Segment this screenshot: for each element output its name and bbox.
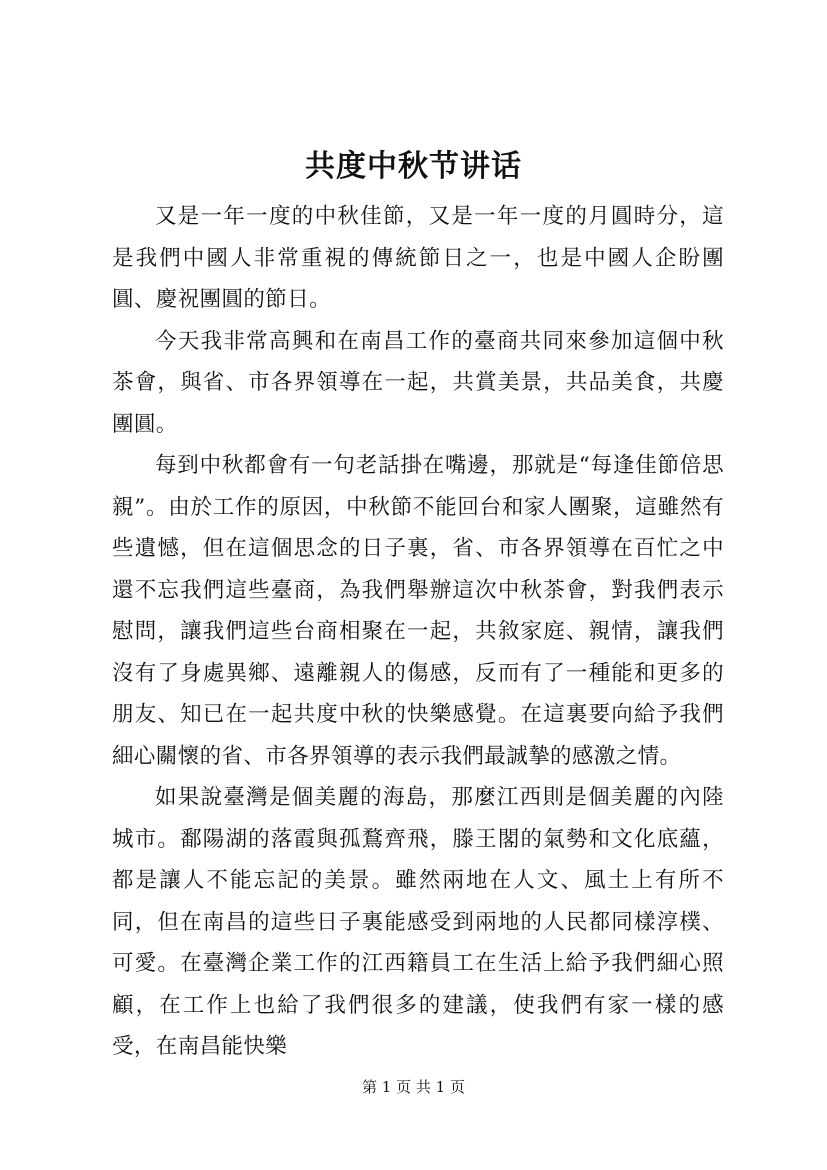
page-number-footer: 第 1 页 共 1 页 [362,1078,465,1096]
paragraph-1: 又是一年一度的中秋佳節，又是一年一度的月圓時分，這是我們中國人非常重視的傳統節日之一，也是中國人企盼團圓、慶祝團圓的節日。 [112,204,724,312]
paragraph-2: 今天我非常高興和在南昌工作的臺商共同來參加這個中秋茶會，與省、市各界領導在一起，共賞美景，共品美食，共慶團圓。 [112,328,724,437]
paragraph-4: 如果說臺灣是個美麗的海島，那麼江西則是個美麗的內陸城市。鄱陽湖的落霞與孤鶩齊飛，滕王閣的氣勢和文化底蘊，都是讓人不能忘記的美景。雖然兩地在人文、風土上有所不同，但在南昌的這些日子裏能感受到兩地的人民都同樣淳樸、可愛。在臺灣企業工作的江西籍員工在生活上給予我們細心照顧，在工作上也給了我們很多的建議，使我們有家一樣的感受，在南昌能快樂 [112,785,724,1059]
document-title: 共度中秋节讲话 [305,149,522,184]
paragraph-3: 每到中秋都會有一句老話掛在嘴邊，那就是“每逢佳節倍思親”。由於工作的原因，中秋節不能回台和家人團聚，這雖然有些遺憾，但在這個思念的日子裏，省、市各界領導在百忙之中還不忘我們這些臺商，為我們舉辦這次中秋茶會，對我們表示慰問，讓我們這些台商相聚在一起，共敘家庭、親情，讓我們沒有了身處異鄉、遠離親人的傷感，反而有了一種能和更多的朋友、知已在一起共度中秋的快樂感覺。在這裏要向給予我們細心關懷的省、市各界領導的表示我們最誠摯的感激之情。 [112,453,724,769]
document-body [112,196,724,1068]
